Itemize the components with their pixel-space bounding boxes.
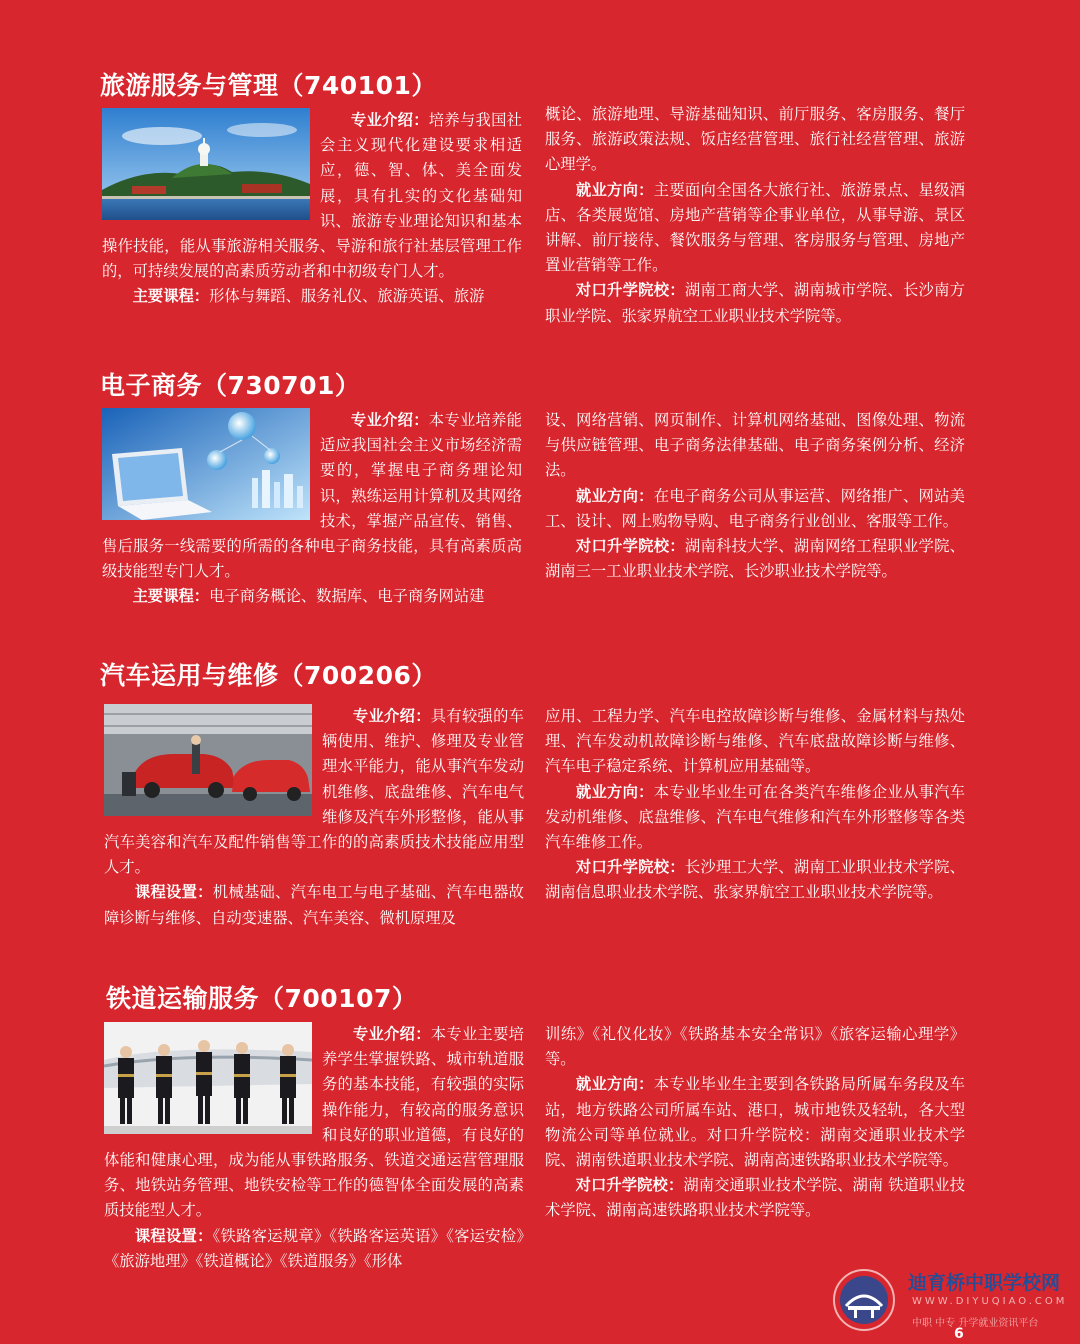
course-paragraph <box>104 880 524 930</box>
left-column <box>102 108 522 310</box>
course-paragraph <box>102 584 522 609</box>
school-text: 湖南工商大学、湖南城市学院、长沙南方职业学院、张家界航空工业职业技术学院等。 <box>545 281 965 325</box>
landscape-image <box>102 108 310 220</box>
right-column <box>545 408 965 584</box>
left-column <box>104 1022 524 1274</box>
railway-photo <box>104 1022 312 1134</box>
school-text: 湖南科技大学、湖南网络工程职业学院、湖南三一工业职业技术学院、长沙职业技术学院等。 <box>545 537 965 581</box>
intro-label: 专业介绍： <box>350 111 429 129</box>
right-column <box>545 102 965 329</box>
course-text: 电子商务概论、数据库、电子商务网站建 <box>209 587 485 606</box>
intro-text: 培养与我国社会主义现代化建设要求相适应，德、智、体、美全面发展，具有扎实的文化基础知识、旅游专业理论知识和基本操作技能，能从事旅游相关服务、导游和旅行社基层管理工作的，可持续发展的高素质劳动者和中初级专门人才。 <box>102 111 522 281</box>
school-paragraph <box>545 1173 965 1223</box>
career-paragraph <box>545 178 965 279</box>
footer-brand: 迪育桥中职学校网 <box>908 1272 1061 1294</box>
school-label: 对口升学院校： <box>575 1176 684 1195</box>
course-label: 主要课程： <box>132 587 210 606</box>
course-continued: 概论、旅游地理、导游基础知识、前厅服务、客房服务、餐厅服务、旅游政策法规、饭店经营管理、旅行社经营管理、旅游心理学。 <box>545 105 965 174</box>
right-column <box>545 1022 965 1224</box>
career-label: 就业方向： <box>575 1075 654 1094</box>
course-label: 主要课程： <box>132 287 210 306</box>
school-text: 湖南交通职业技术学院、湖南 铁道职业技术学院、湖南高速铁路职业技术学院等。 <box>545 1176 965 1220</box>
school-paragraph <box>545 534 965 584</box>
career-label: 就业方向： <box>575 486 654 505</box>
school-paragraph <box>545 278 965 328</box>
career-label: 就业方向： <box>575 180 654 199</box>
school-label: 对口升学院校： <box>575 281 685 300</box>
course-text: 形体与舞蹈、服务礼仪、旅游英语、旅游 <box>209 287 485 306</box>
section-title: 旅游服务与管理（740101） <box>100 71 437 100</box>
career-label: 就业方向： <box>575 782 654 801</box>
career-text: 本专业毕业生主要到各铁路局所属车务段及车站，地方铁路公司所属车站、港口，城市地铁及轻轨，各大型物流公司等单位就业。对口升学院校：湖南交通职业技术学院、湖南铁道职业技术学院、湖南高速铁路职业技术学院等。 <box>545 1075 965 1170</box>
career-paragraph <box>545 1072 965 1173</box>
tourism-photo <box>102 108 310 220</box>
intro-text: 本专业主要培养学生掌握铁路、城市轨道服务的基本技能，有较强的实际操作能力，有较高的服务意识和良好的职业道德，有良好的体能和健康心理，成为能从事铁路服务、铁道交通运营管理服务、地铁站务管理、地铁安检等工作的德智体全面发展的高素质技能型人才。 <box>104 1025 524 1220</box>
course-text: 《铁路客运规章》《铁路客运英语》《客运安检》《旅游地理》《铁道概论》《铁道服务》《形体 <box>104 1226 524 1270</box>
intro-label: 专业介绍： <box>352 1025 431 1043</box>
railway-staff-image <box>104 1022 312 1134</box>
left-column <box>104 704 524 931</box>
footer-tagline: 中职 中专 升学就业资讯平台 <box>912 1318 1039 1329</box>
school-text: 长沙理工大学、湖南工业职业技术学院、湖南信息职业技术学院、张家界航空工业职业技术学院等。 <box>545 858 965 902</box>
career-text: 在电子商务公司从事运营、网络推广、网站美工、设计、网上购物导购、电子商务行业创业、客服等工作。 <box>545 486 965 530</box>
course-paragraph <box>102 284 522 309</box>
course-paragraph <box>104 1224 524 1274</box>
school-logo-icon <box>832 1268 896 1332</box>
laptop-globe-image <box>102 408 310 520</box>
automotive-photo <box>104 704 312 816</box>
page-number: 6 <box>954 1326 964 1342</box>
course-label: 课程设置： <box>134 883 213 902</box>
ecommerce-photo <box>102 408 310 520</box>
course-text: 机械基础、汽车电工与电子基础、汽车电器故障诊断与维修、自动变速器、汽车美容、微机原理及 <box>104 883 524 927</box>
intro-text: 本专业培养能适应我国社会主义市场经济需要的，掌握电子商务理论知识，熟练运用计算机及其网络技术，掌握产品宣传、销售、售后服务一线需要的所需的各种电子商务技能，具有高素质高级技能型专门人才。 <box>102 411 522 581</box>
course-continued: 训练》《礼仪化妆》《铁路基本安全常识》《旅客运输心理学》等。 <box>545 1025 965 1069</box>
section-title: 铁道运输服务（700107） <box>106 984 418 1013</box>
career-paragraph <box>545 484 965 534</box>
section-title: 汽车运用与维修（700206） <box>100 661 437 690</box>
school-label: 对口升学院校： <box>575 537 685 556</box>
right-column <box>545 704 965 906</box>
intro-text: 具有较强的车辆使用、维护、修理及专业管理水平能力，能从事汽车发动机维修、底盘维修、汽车电气维修及汽车外形整修，能从事汽车美容和汽车及配件销售等工作的的高素质技术技能应用型人才。 <box>104 707 524 877</box>
left-column <box>102 408 522 610</box>
career-text: 本专业毕业生可在各类汽车维修企业从事汽车发动机维修、底盘维修、汽车电气维修和汽车外形整修等各类汽车维修工作。 <box>545 782 965 852</box>
course-label: 课程设置： <box>134 1226 213 1245</box>
course-continued: 设、网络营销、网页制作、计算机网络基础、图像处理、物流与供应链管理、电子商务法律基础、电子商务案例分析、经济法。 <box>545 411 965 480</box>
career-paragraph <box>545 780 965 856</box>
section-title: 电子商务（730701） <box>100 371 361 400</box>
school-label: 对口升学院校： <box>575 858 685 877</box>
school-paragraph <box>545 855 965 905</box>
workshop-image <box>104 704 312 816</box>
footer-url: WWW.DIYUQIAO.COM <box>912 1296 1068 1307</box>
course-continued: 应用、工程力学、汽车电控故障诊断与维修、金属材料与热处理、汽车发动机故障诊断与维修、汽车底盘故障诊断与维修、汽车电子稳定系统、计算机应用基础等。 <box>545 707 965 776</box>
intro-label: 专业介绍： <box>350 411 429 429</box>
career-text: 主要面向全国各大旅行社、旅游景点、星级酒店、各类展览馆、房地产营销等企事业单位，从事导游、景区讲解、前厅接待、餐饮服务与管理、客房服务与管理、房地产置业营销等工作。 <box>545 180 965 275</box>
intro-label: 专业介绍： <box>352 707 431 725</box>
